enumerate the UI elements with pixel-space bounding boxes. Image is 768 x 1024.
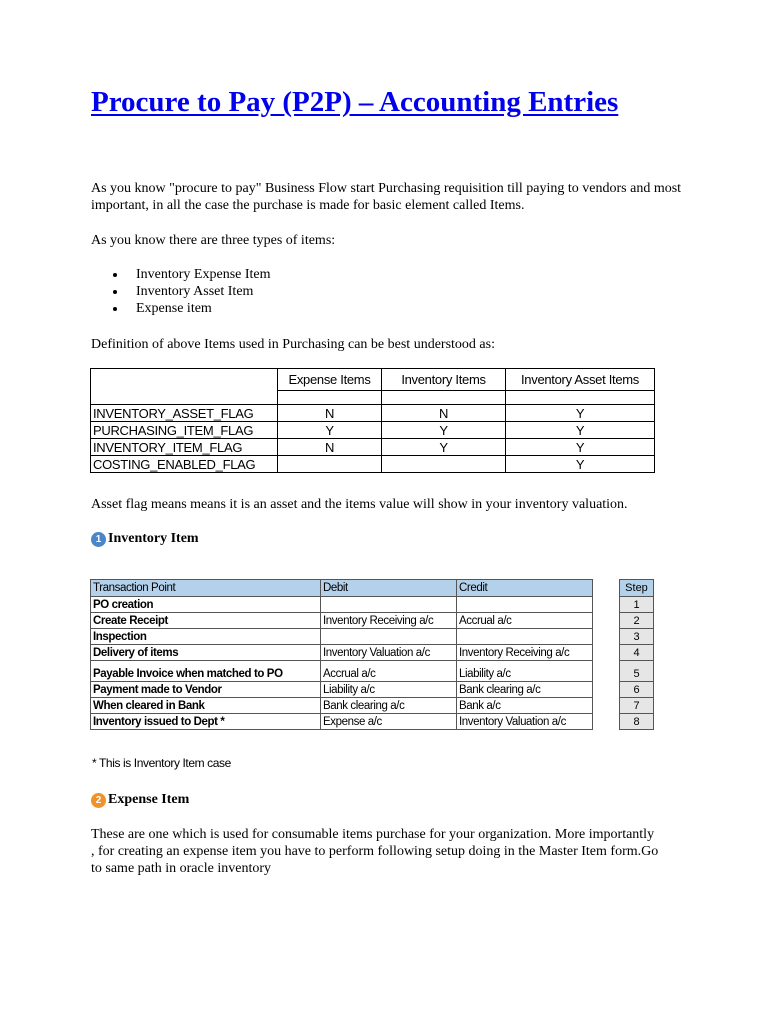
transaction-point: Delivery of items <box>91 645 321 661</box>
transaction-point: When cleared in Bank <box>91 698 321 714</box>
item-flags-table <box>90 368 655 473</box>
step-number: 6 <box>620 682 654 698</box>
table-row <box>91 698 593 714</box>
credit-cell <box>457 629 593 645</box>
flag-value: Y <box>382 439 506 456</box>
credit-cell: Bank a/c <box>457 698 593 714</box>
list-item: Expense item <box>91 300 271 317</box>
table-row <box>620 645 654 661</box>
debit-cell: Expense a/c <box>321 714 457 730</box>
transaction-point: Inventory issued to Dept * <box>91 714 321 730</box>
section-expense-item <box>91 792 189 808</box>
section-inventory-item <box>91 531 199 547</box>
flag-value: Y <box>506 456 655 473</box>
asset-flag-note: Asset flag means means it is an asset and the items value will show in your inventory valuation. <box>91 497 628 512</box>
bullet-icon <box>113 273 117 277</box>
flag-name: PURCHASING_ITEM_FLAG <box>91 422 278 439</box>
debit-cell: Bank clearing a/c <box>321 698 457 714</box>
table-spacer-row <box>91 391 655 405</box>
section-title: Expense Item <box>108 792 190 807</box>
transaction-point: Inspection <box>91 629 321 645</box>
credit-cell: Inventory Receiving a/c <box>457 645 593 661</box>
debit-cell <box>321 597 457 613</box>
expense-item-paragraph: These are one which is used for consumable items purchase for your organization. More importantly , for creating an expense item you have to perform following setup doing in the Master Item form.Go to same path in oracle inventory <box>91 827 659 876</box>
credit-cell: Accrual a/c <box>457 613 593 629</box>
table-row <box>91 714 593 730</box>
debit-cell <box>321 629 457 645</box>
list-item: Inventory Expense Item <box>91 266 271 283</box>
table-row <box>620 613 654 629</box>
debit-cell: Inventory Receiving a/c <box>321 613 457 629</box>
transaction-point: PO creation <box>91 597 321 613</box>
flag-value: Y <box>382 422 506 439</box>
step-table <box>619 579 654 730</box>
table-row <box>620 682 654 698</box>
transaction-point: Payable Invoice when matched to PO <box>91 661 321 682</box>
list-item: Inventory Asset Item <box>91 283 271 300</box>
transaction-table <box>90 579 593 730</box>
credit-cell: Inventory Valuation a/c <box>457 714 593 730</box>
debit-cell: Liability a/c <box>321 682 457 698</box>
table-row <box>91 629 593 645</box>
flag-value <box>382 456 506 473</box>
table-header-row <box>620 580 654 597</box>
step-number: 3 <box>620 629 654 645</box>
section-title: Inventory Item <box>108 531 199 546</box>
table-row <box>91 422 655 439</box>
table-row <box>91 645 593 661</box>
column-header: Inventory Items <box>382 369 506 391</box>
bullet-icon <box>113 290 117 294</box>
flag-value: N <box>278 439 382 456</box>
column-header: Credit <box>457 580 593 597</box>
step-number: 7 <box>620 698 654 714</box>
column-header: Expense Items <box>278 369 382 391</box>
flag-name: INVENTORY_ASSET_FLAG <box>91 405 278 422</box>
debit-cell: Accrual a/c <box>321 661 457 682</box>
column-header: Debit <box>321 580 457 597</box>
flag-value: Y <box>506 405 655 422</box>
number-one-icon: 1 <box>91 532 106 547</box>
footnote: * This is Inventory Item case <box>92 756 231 770</box>
step-number: 2 <box>620 613 654 629</box>
flag-value <box>278 456 382 473</box>
column-header: Inventory Asset Items <box>506 369 655 391</box>
table-header-row <box>91 369 655 391</box>
transaction-point: Create Receipt <box>91 613 321 629</box>
transaction-point: Payment made to Vendor <box>91 682 321 698</box>
bullet-icon <box>113 307 117 311</box>
flag-name: INVENTORY_ITEM_FLAG <box>91 439 278 456</box>
flag-value: Y <box>506 422 655 439</box>
column-header: Transaction Point <box>91 580 321 597</box>
table-row <box>91 661 593 682</box>
flag-value: N <box>382 405 506 422</box>
intro-paragraph: As you know "procure to pay" Business Flow start Purchasing requisition till paying to vendors and most important, in all the case the purchase is made for basic element called Items. <box>91 181 682 213</box>
table-row <box>91 405 655 422</box>
table-row <box>620 698 654 714</box>
table-row <box>91 682 593 698</box>
table-row <box>91 597 593 613</box>
item-types-list <box>91 266 271 317</box>
step-number: 4 <box>620 645 654 661</box>
flag-name: COSTING_ENABLED_FLAG <box>91 456 278 473</box>
credit-cell: Liability a/c <box>457 661 593 682</box>
step-number: 8 <box>620 714 654 730</box>
flag-value: N <box>278 405 382 422</box>
flag-value: Y <box>506 439 655 456</box>
table-row <box>620 714 654 730</box>
table-corner-cell <box>91 369 278 391</box>
table-row <box>91 613 593 629</box>
table-header-row <box>91 580 593 597</box>
step-number: 5 <box>620 661 654 682</box>
table-row <box>620 597 654 613</box>
flag-value: Y <box>278 422 382 439</box>
types-intro: As you know there are three types of items: <box>91 233 336 248</box>
table-row <box>91 456 655 473</box>
number-two-icon: 2 <box>91 793 106 808</box>
table-row <box>91 439 655 456</box>
credit-cell <box>457 597 593 613</box>
definition-intro: Definition of above Items used in Purchasing can be best understood as: <box>91 337 495 352</box>
page-title[interactable]: Procure to Pay (P2P) – Accounting Entries <box>91 86 619 118</box>
credit-cell: Bank clearing a/c <box>457 682 593 698</box>
table-row <box>620 629 654 645</box>
column-header: Step <box>620 580 654 597</box>
table-row <box>620 661 654 682</box>
step-number: 1 <box>620 597 654 613</box>
debit-cell: Inventory Valuation a/c <box>321 645 457 661</box>
